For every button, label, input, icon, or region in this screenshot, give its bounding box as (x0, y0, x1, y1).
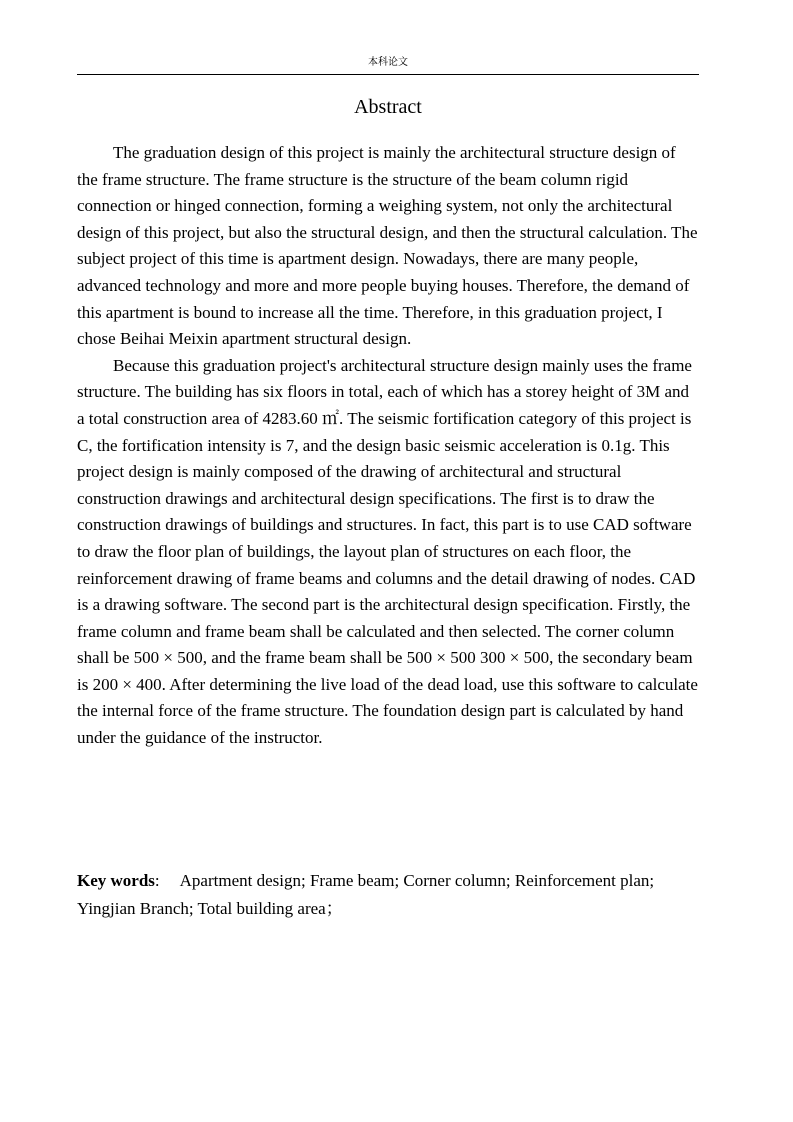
keywords-text: Apartment design; Frame beam; Corner column; Reinforcement plan; Yingjian Branch; Total building area； (77, 871, 655, 918)
keywords-label: Key words (77, 871, 155, 890)
page-header (77, 56, 699, 75)
abstract-paragraph-2: Because this graduation project's architectural structure design mainly uses the frame structure. The building has six floors in total, each of which has a storey height of 3M and a total construction area of 4283.60 ㎡. The seismic fortification category of this project is C, the fortification intensity is 7, and the design basic seismic acceleration is 0.1g. This project design is mainly composed of the drawing of architectural and structural construction drawings and architectural design specifications. The first is to draw the construction drawings of buildings and structures. In fact, this part is to use CAD software to draw the floor plan of buildings, the layout plan of structures on each floor, the reinforcement drawing of frame beams and columns and the detail drawing of nodes. CAD is a drawing software. The second part is the architectural design specification. Firstly, the frame column and frame beam shall be calculated and then selected. The corner column shall be 500 × 500, and the frame beam shall be 500 × 500 300 × 500, the secondary beam is 200 × 400. After determining the live load of the dead load, use this software to calculate the internal force of the frame structure. The foundation design part is calculated by hand under the guidance of the instructor. (77, 355, 698, 748)
abstract-title: Abstract (354, 96, 422, 118)
abstract-paragraph-1: The graduation design of this project is mainly the architectural structure design of the frame structure. The frame structure is the structure of the beam column rigid connection or hinged connection, forming a weighing system, not only the architectural design of this project, but also the structural design, and then the structural calculation. The subject project of this time is apartment design. Nowadays, there are many people, advanced technology and more and more people buying houses. Therefore, the demand of this apartment is bound to increase all the time. Therefore, in this graduation project, I chose Beihai Meixin apartment structural design. (77, 143, 698, 349)
keywords-section (77, 867, 699, 923)
header-text: 本科论文 (368, 57, 408, 68)
abstract-body (77, 140, 699, 752)
keywords-colon: : (154, 871, 160, 890)
